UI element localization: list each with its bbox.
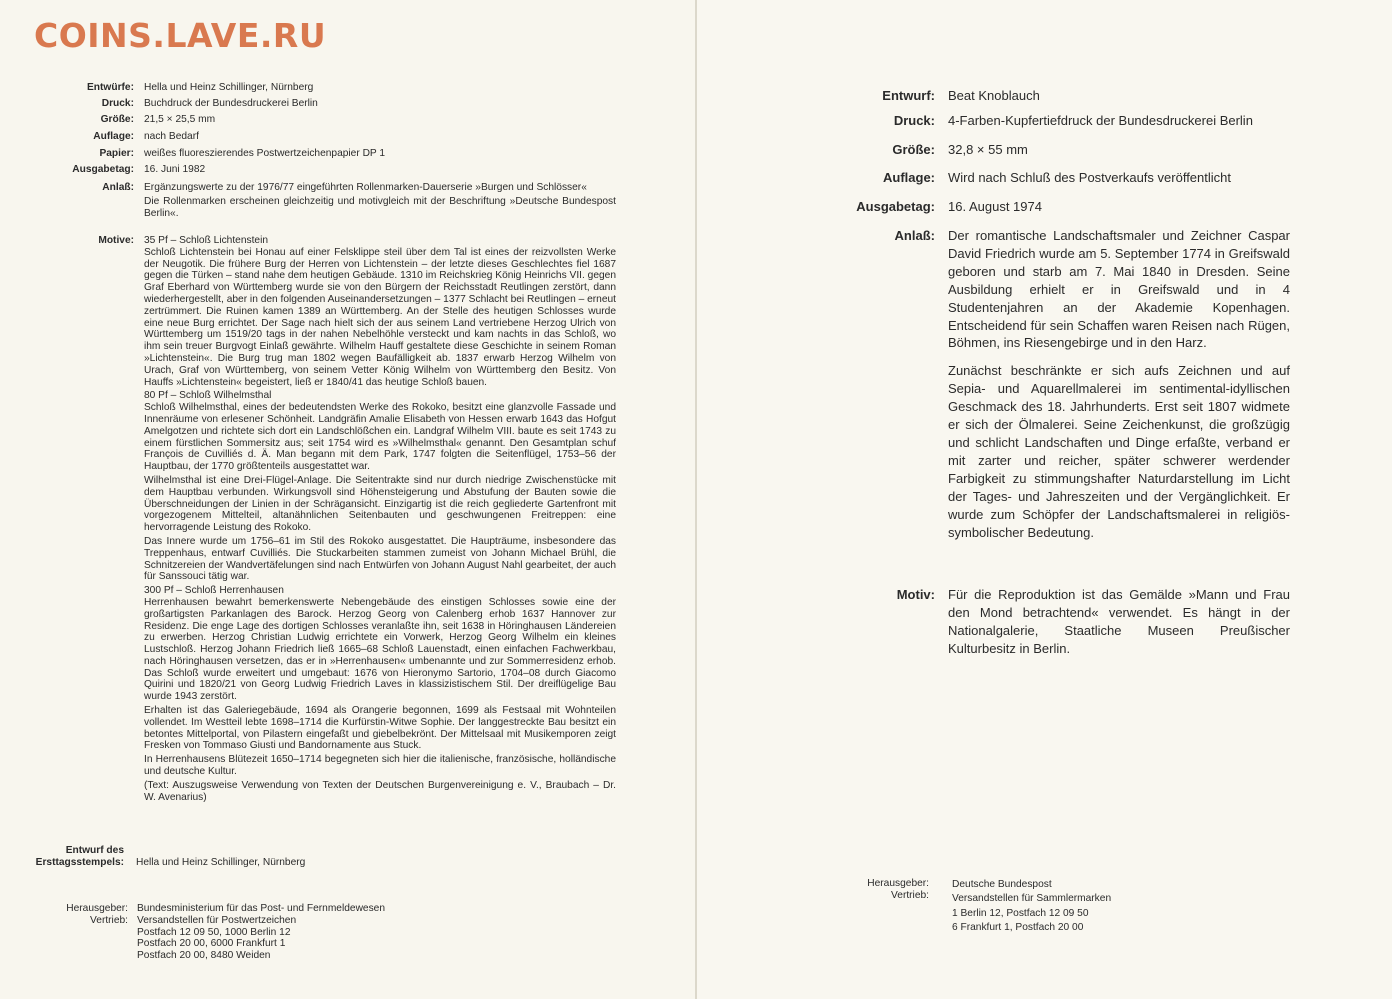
paragraph: Ergänzungswerte zu der 1976/77 eingeführten Rollenmarken-Dauerserie »Burgen und Schlösser« <box>144 182 587 193</box>
imprint-line: Versandstellen für Postwertzeichen <box>137 914 297 926</box>
imprint-line: Bundesministerium für das Post- und Fernmeldewesen <box>137 903 386 914</box>
paragraph: Schloß Wilhelmsthal, eines der bedeutendsten Werke des Rokoko, besitzt eine glanzvolle Fassade und Innenräume von erlesener Schönheit. Landgräfin Amalie Elisabeth von Hessen erwarb 1643 das Hofgut Amelgotzen und richtete sich dort ein Landschlößchen ein. Landgraf Wilhelm VIII. baute es seit 1743 zu einem fürstlichen Sommersitz aus; seit 1754 wird es »Wilhelmsthal« genannt. Den Gesamtplan schuf François de Cuvilliés d. Ä. Man begann mit dem Park, 1747 folgten die Seitenflügel, 1753–56 der Hauptbau, der 1770 größtenteils ausgestattet war. <box>144 402 616 473</box>
field-value: nach Bedarf <box>144 131 199 142</box>
imprint-line: Deutsche Bundespost <box>952 879 1052 890</box>
field-value <box>144 182 616 221</box>
field-label <box>0 845 124 869</box>
field-value: Beat Knoblauch <box>948 88 1040 103</box>
paragraph: Das Innere wurde um 1756–61 im Stil des Rokoko ausgestattet. Die Haupträume, insbesondere das Treppenhaus, entwarf Cuvilliés. Die Stuckarbeiten stammen zumeist von Johann Michael Brühl, die Schnitzereien der Wandvertäfelungen sind nach Entwürfen von Johann August Nahl gearbeitet, der auch für Sanssouci tätig war. <box>144 535 616 583</box>
field-papier <box>0 148 616 160</box>
field-label: Anlaß: <box>894 228 935 243</box>
field-anlass <box>0 182 616 221</box>
field-motive <box>0 235 616 805</box>
paragraph: Für die Reproduktion ist das Gemälde »Mann und Frau den Mond betrachtend« verwendet. Es hängt in der Nationalgalerie, Staatliche Museen Preußischer Kulturbesitz in Berlin. <box>948 587 1290 656</box>
field-druck <box>697 112 1290 130</box>
paragraph: Erhalten ist das Galeriegebäude, 1694 als Orangerie begonnen, 1699 als Festsaal mit Wohnteilen vollendet. Im Westteil lebte 1698–1714 die Kurfürstin-Witwe Sophie. Der langgestreckte Bau besitzt ein betontes Mittelportal, von Pilastern eingefaßt und giebelbekrönt. Der Mittelsaal mit Musikemporen zeigt Fresken von Tommaso Giusti und Bandornamente aus Stuck. <box>144 705 616 752</box>
field-label: Ausgabetag: <box>856 199 935 214</box>
imprint-values <box>137 903 385 962</box>
field-entwurf <box>697 87 1290 105</box>
field-entwuerfe <box>0 82 616 94</box>
field-value: Hella und Heinz Schillinger, Nürnberg <box>136 857 306 868</box>
label-line: Ersttagsstempels: <box>35 856 124 868</box>
paragraph: In Herrenhausens Blütezeit 1650–1714 begegneten sich hier die italienische, französische, holländische und deutsche Kultur. <box>144 754 616 778</box>
field-auflage <box>0 131 616 143</box>
field-value: Wird nach Schluß des Postverkaufs veröffentlicht <box>948 170 1231 185</box>
imprint-line: 6 Frankfurt 1, Postfach 20 00 <box>952 921 1084 933</box>
field-groesse <box>0 114 616 126</box>
field-groesse <box>697 141 1290 159</box>
imprint-line: Versandstellen für Sammlermarken <box>952 893 1112 905</box>
field-value: 4-Farben-Kupfertiefdruck der Bundesdruckerei Berlin <box>948 113 1253 128</box>
imprint <box>697 878 1111 935</box>
field-value: Hella und Heinz Schillinger, Nürnberg <box>144 82 314 93</box>
field-ausgabetag <box>697 198 1290 216</box>
field-label: Druck: <box>893 113 935 128</box>
field-label: Motive: <box>98 235 134 246</box>
imprint-labels <box>0 903 128 962</box>
field-anlass <box>697 227 1290 551</box>
imprint-values <box>952 878 1111 935</box>
field-value: Buchdruck der Bundesdruckerei Berlin <box>144 98 318 109</box>
herausgeber-label: Herausgeber: <box>66 903 128 914</box>
field-druck <box>0 98 616 110</box>
paragraph: Wilhelmsthal ist eine Drei-Flügel-Anlage. Die Seitentrakte sind nur durch niedrige Zwischenstücke mit dem Hauptbau verbunden. Wirkungsvoll sind Höhensteigerung und Abstufung der Bauten sowie die Überschneidungen der Linien in der Schrägansicht. Einzigartig ist die reich gegliederte Gartenfront mit vorgezogenem Mittelteil, altanähnlichen Seitenbauten und geschwungenen Freitreppen: eine hervorragende Leistung des Rokoko. <box>144 474 616 534</box>
field-label: Größe: <box>100 114 134 125</box>
right-page <box>697 0 1392 999</box>
paragraph: Herrenhausen bewahrt bemerkenswerte Nebengebäude des einstigen Schlosses sowie eine der großartigsten Parkanlagen des Barock. Herzog Georg von Calenberg erhob 1637 Hannover zur Residenz. Die enge Lage des dortigen Schlosses veranlaßte ihn, seit 1638 in Höringhausen Ländereien zu erwerben. Herzog Christian Ludwig errichtete ein Vorwerk, Herzog Georg Wilhelm ein kleines Lustschloß. Herzog Johann Friedrich ließ 1665–68 Schloß Lauenstadt, einen einfachen Fachwerkbau, nach Höringhausen versetzen, das er in »Herrenhausen« umbenannte und zur Sommerresidenz erhob. Das Schloß wurde erweitert und umgebaut: 1676 von Hieronymo Sartorio, 1704–08 durch Giacomo Quirini und 1820/21 von Georg Ludwig Friedrich Laves in klassizistischem Stil. Der dreiflügelige Bau wurde 1943 zerstört. <box>144 596 616 703</box>
motif-heading: 300 Pf – Schloß Herrenhausen <box>144 585 284 597</box>
label-line: Entwurf des <box>65 845 124 856</box>
field-label: Größe: <box>892 142 935 157</box>
motif-heading: 80 Pf – Schloß Wilhelmsthal <box>144 390 272 402</box>
field-label: Entwürfe: <box>87 82 134 93</box>
field-value <box>948 586 1290 668</box>
field-label: Motiv: <box>896 587 935 602</box>
motif-heading: 35 Pf – Schloß Lichtenstein <box>144 235 269 246</box>
paragraph: Die Rollenmarken erscheinen gleichzeitig und motivgleich mit der Beschriftung »Deutsche Bundespost Berlin«. <box>144 195 616 219</box>
paragraph: Der romantische Landschaftsmaler und Zeichner Caspar David Friedrich wurde am 5. September 1774 in Greifswald geboren und starb am 7. Mai 1840 in Dresden. Seine Ausbildung erhielt er in Greifswald und in 4 Studentenjahren an der Akademie Kopenhagen. Entscheidend für sein Schaffen waren Reisen nach Rügen, Böhmen, ins Riesengebirge und in den Harz. <box>948 228 1290 351</box>
field-value: 16. August 1974 <box>948 199 1042 214</box>
imprint-line: Postfach 20 00, 8480 Weiden <box>137 950 271 962</box>
source-note: (Text: Auszugsweise Verwendung von Texten der Deutschen Burgenvereinigung e. V., Braubach – Dr. W. Avenarius) <box>144 779 616 803</box>
paragraph: Schloß Lichtenstein bei Honau auf einer Felsklippe steil über dem Tal ist eines der reizvollsten Werke der Neugotik. Die frühere Burg der Herren von Lichtenstein – der letzte dieses Geschlechtes fiel 1687 gegen die Türken – stand nahe dem heutigen Gebäude. 1310 im Reichskrieg König Heinrichs VII. gegen Graf Eberhard von Württemberg wurde sie von den Bürgern der Reichsstadt Reutlingen zerstört, dann wiederhergestellt, aber in den folgenden Auseinandersetzungen – 1377 Schlacht bei Reutlingen – erneut zertrümmert. Die Ruinen kamen 1389 an Württemberg. An der Stelle des heutigen Schlosses wurde eine neue Burg errichtet. Der Sage nach hielt sich der aus seinem Land vertriebene Herzog Ulrich von Württemberg um 1519/20 tags in der nahen Nebelhöhle versteckt und kam nachts in das Schloß, wo ihm sein treuer Burgvogt Einlaß gewährte. Wilhelm Hauff gestaltete diese Geschichte in seinem Roman »Lichtenstein«. Die Burg trug man 1802 wegen Baufälligkeit ab. 1837 erwarb Herzog Wilhelm von Urach, Graf von Württemberg, von seinem Vetter König Wilhelm von Württemberg den Besitz. Von Hauffs »Lichtenstein« begeistert, ließ er 1840/41 das heutige Schloß bauen. <box>144 246 616 388</box>
field-value: 16. Juni 1982 <box>144 164 206 175</box>
field-label: Anlaß: <box>102 182 134 193</box>
vertrieb-label: Vertrieb: <box>891 889 929 901</box>
imprint-line: Postfach 12 09 50, 1000 Berlin 12 <box>137 926 291 938</box>
field-motiv <box>697 586 1290 668</box>
field-value <box>948 227 1290 551</box>
vertrieb-label: Vertrieb: <box>90 914 128 926</box>
watermark: COINS.LAVE.RU <box>34 16 327 55</box>
field-ausgabetag <box>0 164 616 176</box>
imprint-line: Postfach 20 00, 6000 Frankfurt 1 <box>137 938 286 950</box>
field-label: Druck: <box>101 98 134 109</box>
field-value <box>144 235 616 805</box>
paragraph: Zunächst beschränkte er sich aufs Zeichnen und auf Sepia- und Aquarellmalerei im sentimental-idyllischen Geschmack des 18. Jahrhunderts. Erst seit 1807 widmete er sich der Ölmalerei. Seine Zeichenkunst, die großzügig und schlicht Landschaften und Dinge erfaßte, verband er mit zarter und reicher, später schwerer werdender Farbigkeit zu stimmungshafter Naturdarstellung im Licht der Tages- und Jahreszeiten und der Vergänglichkeit. Er wurde zum Schöpfer der Landschaftsmalerei in religiös-symbolischer Bedeutung. <box>948 363 1290 540</box>
field-auflage <box>697 169 1290 187</box>
imprint <box>0 903 385 962</box>
field-label: Papier: <box>99 148 134 159</box>
field-value: 32,8 × 55 mm <box>948 142 1028 157</box>
field-value: 21,5 × 25,5 mm <box>144 114 216 125</box>
field-label: Entwurf: <box>882 88 935 103</box>
field-label: Auflage: <box>883 170 935 185</box>
field-ersttagsstempel <box>0 845 536 869</box>
herausgeber-label: Herausgeber: <box>867 878 929 889</box>
imprint-labels <box>697 878 929 935</box>
field-label: Auflage: <box>93 131 134 142</box>
field-label: Ausgabetag: <box>72 164 134 175</box>
field-value: weißes fluoreszierendes Postwertzeichenpapier DP 1 <box>144 148 386 159</box>
imprint-line: 1 Berlin 12, Postfach 12 09 50 <box>952 907 1089 919</box>
